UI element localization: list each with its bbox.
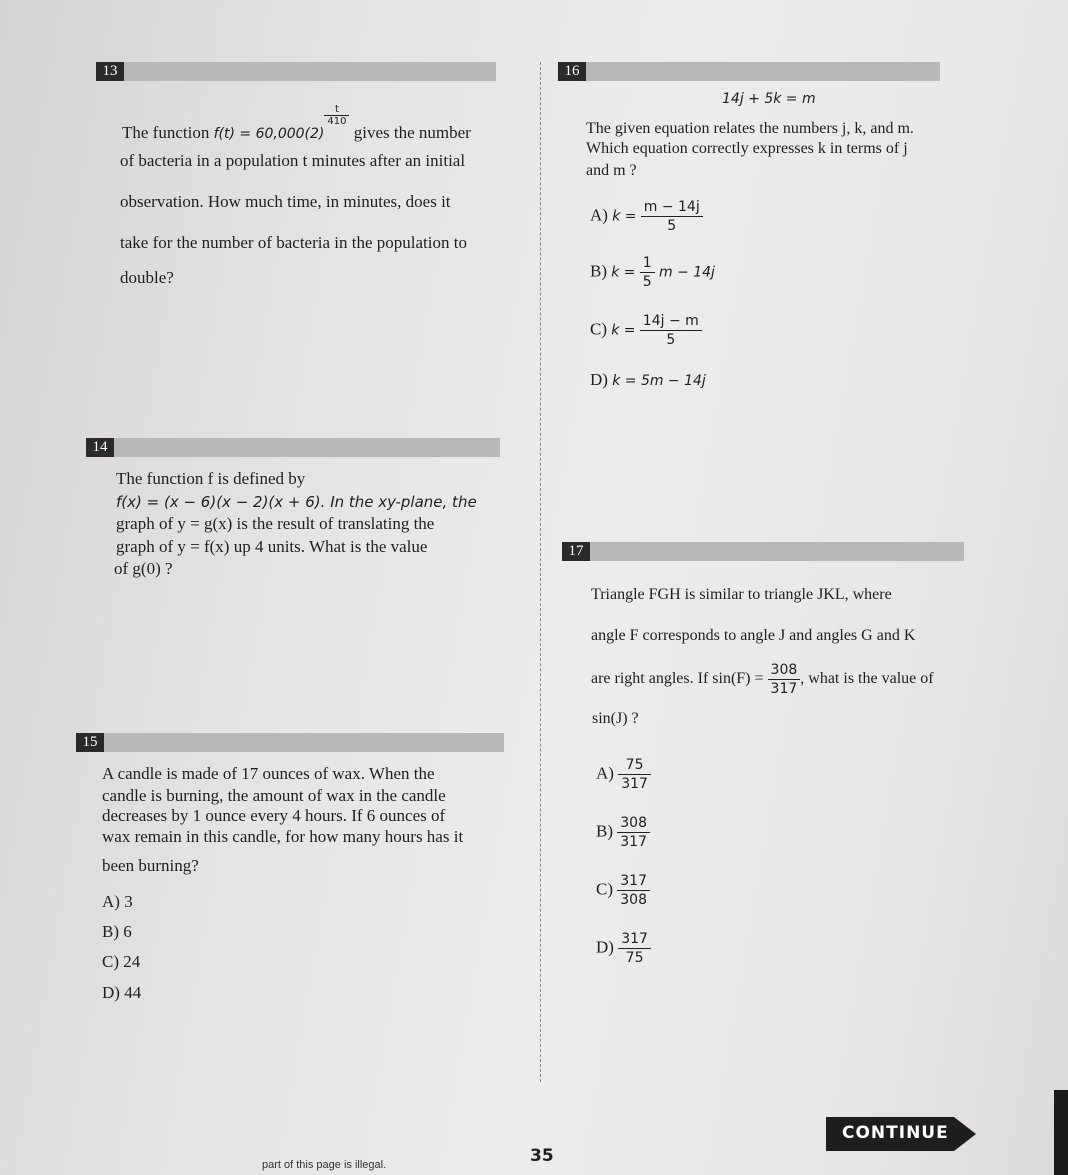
- q16-choice-b-prefix: k =: [611, 264, 636, 281]
- q16-line-1: The given equation relates the numbers j, k, and m.: [586, 120, 914, 137]
- footer-notice: part of this page is illegal.: [262, 1159, 387, 1171]
- q17-choice-a[interactable]: [596, 756, 651, 793]
- q16-line-2: Which equation correctly expresses k in terms of j: [586, 140, 908, 157]
- q13-text-after: gives the number: [353, 123, 471, 142]
- q16-choice-a-prefix: k =: [612, 208, 637, 225]
- q16-choice-c-fraction: [640, 312, 702, 349]
- q17-choice-a-den: 317: [621, 776, 648, 792]
- q17-choice-b-fraction: [617, 814, 650, 851]
- q16-choice-c[interactable]: [590, 312, 702, 349]
- q17-choice-d-letter: D): [596, 937, 614, 957]
- q13-text-before: The function: [122, 123, 210, 142]
- q15-choice-d[interactable]: [102, 983, 141, 1003]
- q16-choice-c-letter: C): [590, 319, 607, 339]
- q17-choice-b[interactable]: [596, 814, 650, 851]
- q17-line-4: sin(J) ?: [592, 710, 639, 727]
- q17-sin-den: 317: [770, 681, 798, 697]
- q15-choice-d-letter: D): [102, 983, 120, 1002]
- q14-header-bar: [86, 438, 500, 457]
- q15-line-5: been burning?: [102, 856, 199, 875]
- q15-line-1: A candle is made of 17 ounces of wax. When the: [102, 764, 435, 783]
- q17-choice-b-num: 308: [617, 814, 650, 833]
- q16-choice-b[interactable]: [590, 254, 715, 291]
- q16-choice-b-den: 5: [642, 274, 652, 290]
- q16-choice-c-den: 5: [666, 332, 676, 348]
- q16-choice-b-suffix: m − 14j: [658, 264, 715, 281]
- q15-choice-b[interactable]: [102, 922, 132, 942]
- q15-choice-b-value: 6: [123, 922, 132, 941]
- q13-exponent: [324, 104, 349, 127]
- q15-choice-a-letter: A): [102, 892, 120, 911]
- q16-choice-b-num: 1: [640, 254, 655, 273]
- q16-choice-b-fraction: [640, 254, 655, 291]
- q17-header-bar: [562, 542, 964, 561]
- q14-line-5: of g(0) ?: [114, 559, 173, 578]
- q14-line-2: f(x) = (x − 6)(x − 2)(x + 6). In the xy-plane, the: [116, 493, 477, 511]
- q15-choice-c[interactable]: [102, 952, 140, 972]
- q13-intro: [122, 104, 471, 144]
- q15-choice-d-value: 44: [124, 983, 142, 1002]
- q16-number: 16: [558, 62, 586, 81]
- q17-number: 17: [562, 542, 590, 561]
- q15-choice-c-value: 24: [123, 952, 141, 971]
- q14-line-4: graph of y = f(x) up 4 units. What is the value: [116, 537, 428, 556]
- q16-choice-c-num: 14j − m: [640, 312, 702, 331]
- page-number: 35: [530, 1146, 554, 1166]
- page-edge-shadow: [1054, 1090, 1068, 1175]
- q16-choice-a-den: 5: [667, 218, 677, 234]
- q13-exponent-num: t: [324, 104, 349, 116]
- q17-choice-c-den: 308: [620, 892, 647, 908]
- q13-line-2: observation. How much time, in minutes, does it: [120, 192, 451, 211]
- continue-arrow[interactable]: [826, 1117, 976, 1151]
- q17-choice-d-fraction: [618, 930, 651, 967]
- q17-choice-a-num: 75: [618, 756, 651, 775]
- q15-choice-a[interactable]: [102, 892, 133, 912]
- q17-sin-fraction: [768, 661, 801, 698]
- q16-choice-d-letter: D): [590, 370, 608, 389]
- continue-label: CONTINUE: [842, 1123, 949, 1143]
- q13-exponent-den: 410: [327, 116, 347, 127]
- column-divider: [540, 62, 541, 1082]
- q13-function: f(t) = 60,000(2): [213, 126, 325, 142]
- q17-choice-b-letter: B): [596, 821, 613, 841]
- q13-line-3: take for the number of bacteria in the population to: [120, 233, 467, 252]
- q13-line-1: of bacteria in a population t minutes after an initial: [120, 151, 466, 170]
- q16-choice-b-letter: B): [590, 261, 607, 281]
- q15-choice-b-letter: B): [102, 922, 119, 941]
- q14-number: 14: [86, 438, 114, 457]
- q17-choice-c-fraction: [617, 872, 650, 909]
- q17-choice-d-num: 317: [618, 930, 651, 949]
- q15-line-2: candle is burning, the amount of wax in the candle: [102, 786, 446, 805]
- q16-equation: 14j + 5k = m: [722, 91, 816, 107]
- q17-choice-d-den: 75: [625, 950, 644, 966]
- q14-line-3: graph of y = g(x) is the result of translating the: [116, 514, 435, 533]
- q17-line-2: angle F corresponds to angle J and angles G and K: [591, 627, 916, 644]
- q13-header-bar: [96, 62, 496, 81]
- q17-choice-d[interactable]: [596, 930, 651, 967]
- q17-choice-c-letter: C): [596, 879, 613, 899]
- q15-number: 15: [76, 733, 104, 752]
- q16-choice-a-num: m − 14j: [641, 198, 703, 217]
- q17-choice-a-letter: A): [596, 763, 614, 783]
- q16-choice-c-prefix: k =: [611, 322, 636, 339]
- q16-choice-a-letter: A): [590, 205, 608, 225]
- q15-header-bar: [76, 733, 504, 752]
- q13-number: 13: [96, 62, 124, 81]
- q14-line-1: The function f is defined by: [116, 469, 306, 488]
- q15-choice-a-value: 3: [124, 892, 133, 911]
- q15-line-3: decreases by 1 ounce every 4 hours. If 6 ounces of: [102, 806, 446, 825]
- q17-choice-c-num: 317: [617, 872, 650, 891]
- q17-line-1: Triangle FGH is similar to triangle JKL, where: [591, 586, 892, 603]
- q16-line-3: and m ?: [586, 162, 637, 179]
- q16-choice-a-fraction: [641, 198, 703, 235]
- q16-choice-d[interactable]: [590, 370, 706, 391]
- q17-sin-num: 308: [768, 661, 801, 680]
- q16-choice-d-prefix: k = 5m − 14j: [612, 373, 706, 389]
- q17-choice-c[interactable]: [596, 872, 650, 909]
- q16-header-bar: [558, 62, 940, 81]
- q17-line-3-after: , what is the value of: [800, 670, 934, 688]
- q15-line-4: wax remain in this candle, for how many hours has it: [102, 827, 464, 846]
- q16-choice-a[interactable]: [590, 198, 703, 235]
- q15-choice-c-letter: C): [102, 952, 119, 971]
- q17-choice-b-den: 317: [620, 834, 647, 850]
- q17-choice-a-fraction: [618, 756, 651, 793]
- q17-line-3-before: are right angles. If sin(F) =: [591, 670, 764, 688]
- q13-line-4: double?: [120, 268, 174, 287]
- q17-line-3: [591, 661, 934, 698]
